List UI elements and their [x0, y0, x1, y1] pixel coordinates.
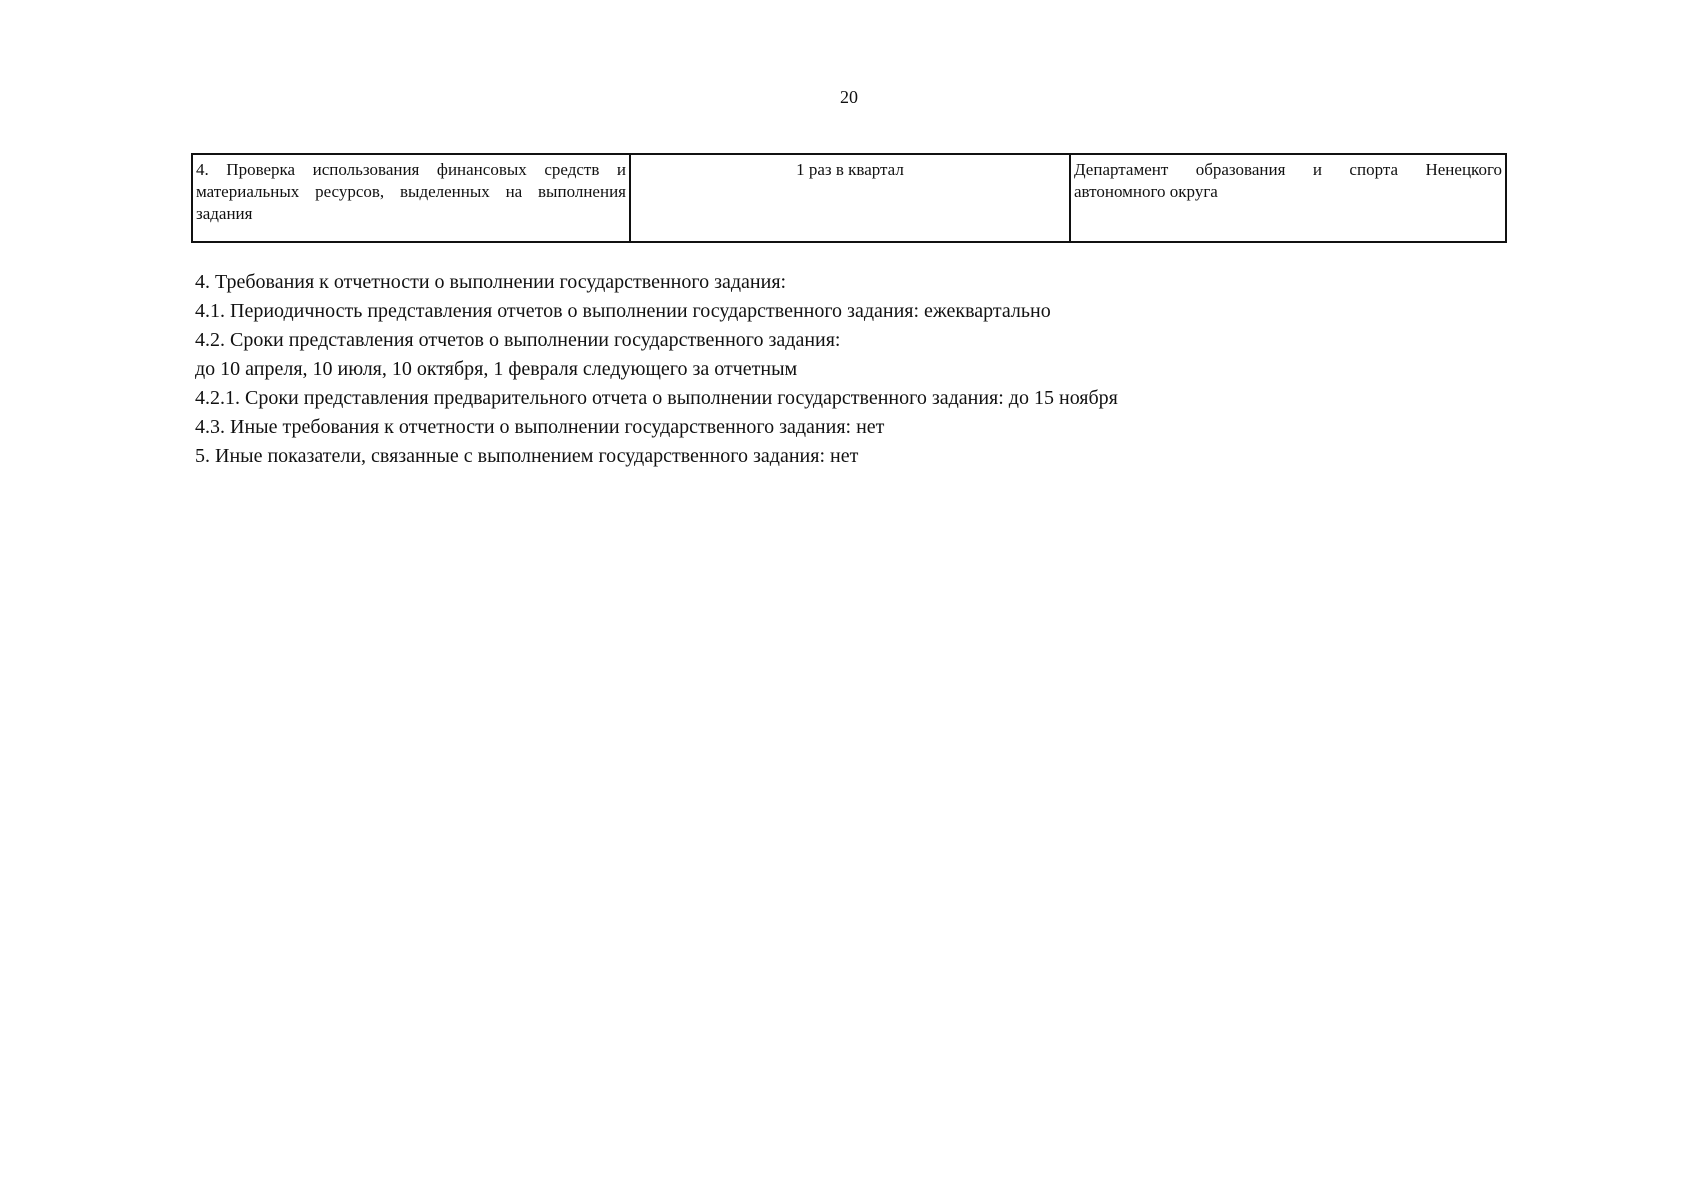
requirement-line: 4.2. Сроки представления отчетов о выполнении государственного задания: [195, 329, 841, 351]
table-row [192, 154, 1506, 242]
requirement-line: до 10 апреля, 10 июля, 10 октября, 1 февраля следующего за отчетным [195, 358, 798, 380]
other-indicators-line: 5. Иные показатели, связанные с выполнением государственного задания: нет [195, 445, 859, 467]
requirement-line: 4.3. Иные требования к отчетности о выполнении государственного задания: нет [195, 416, 885, 438]
authority-cell: Департамент образования и спорта Ненецкого автономного округа [1070, 154, 1506, 242]
page-number: 20 [840, 87, 858, 107]
requirement-line: 4.2.1. Сроки представления предварительного отчета о выполнении государственного задания: до 15 ноября [195, 387, 1118, 409]
requirements-heading: 4. Требования к отчетности о выполнении государственного задания: [195, 271, 787, 293]
reporting-requirements [195, 268, 1515, 471]
activity-cell: 4. Проверка использования финансовых средств и материальных ресурсов, выделенных на выполнения задания [192, 154, 630, 242]
control-table [191, 153, 1507, 243]
frequency-cell: 1 раз в квартал [630, 154, 1070, 242]
requirement-line: 4.1. Периодичность представления отчетов о выполнении государственного задания: ежеквартально [195, 300, 1051, 322]
